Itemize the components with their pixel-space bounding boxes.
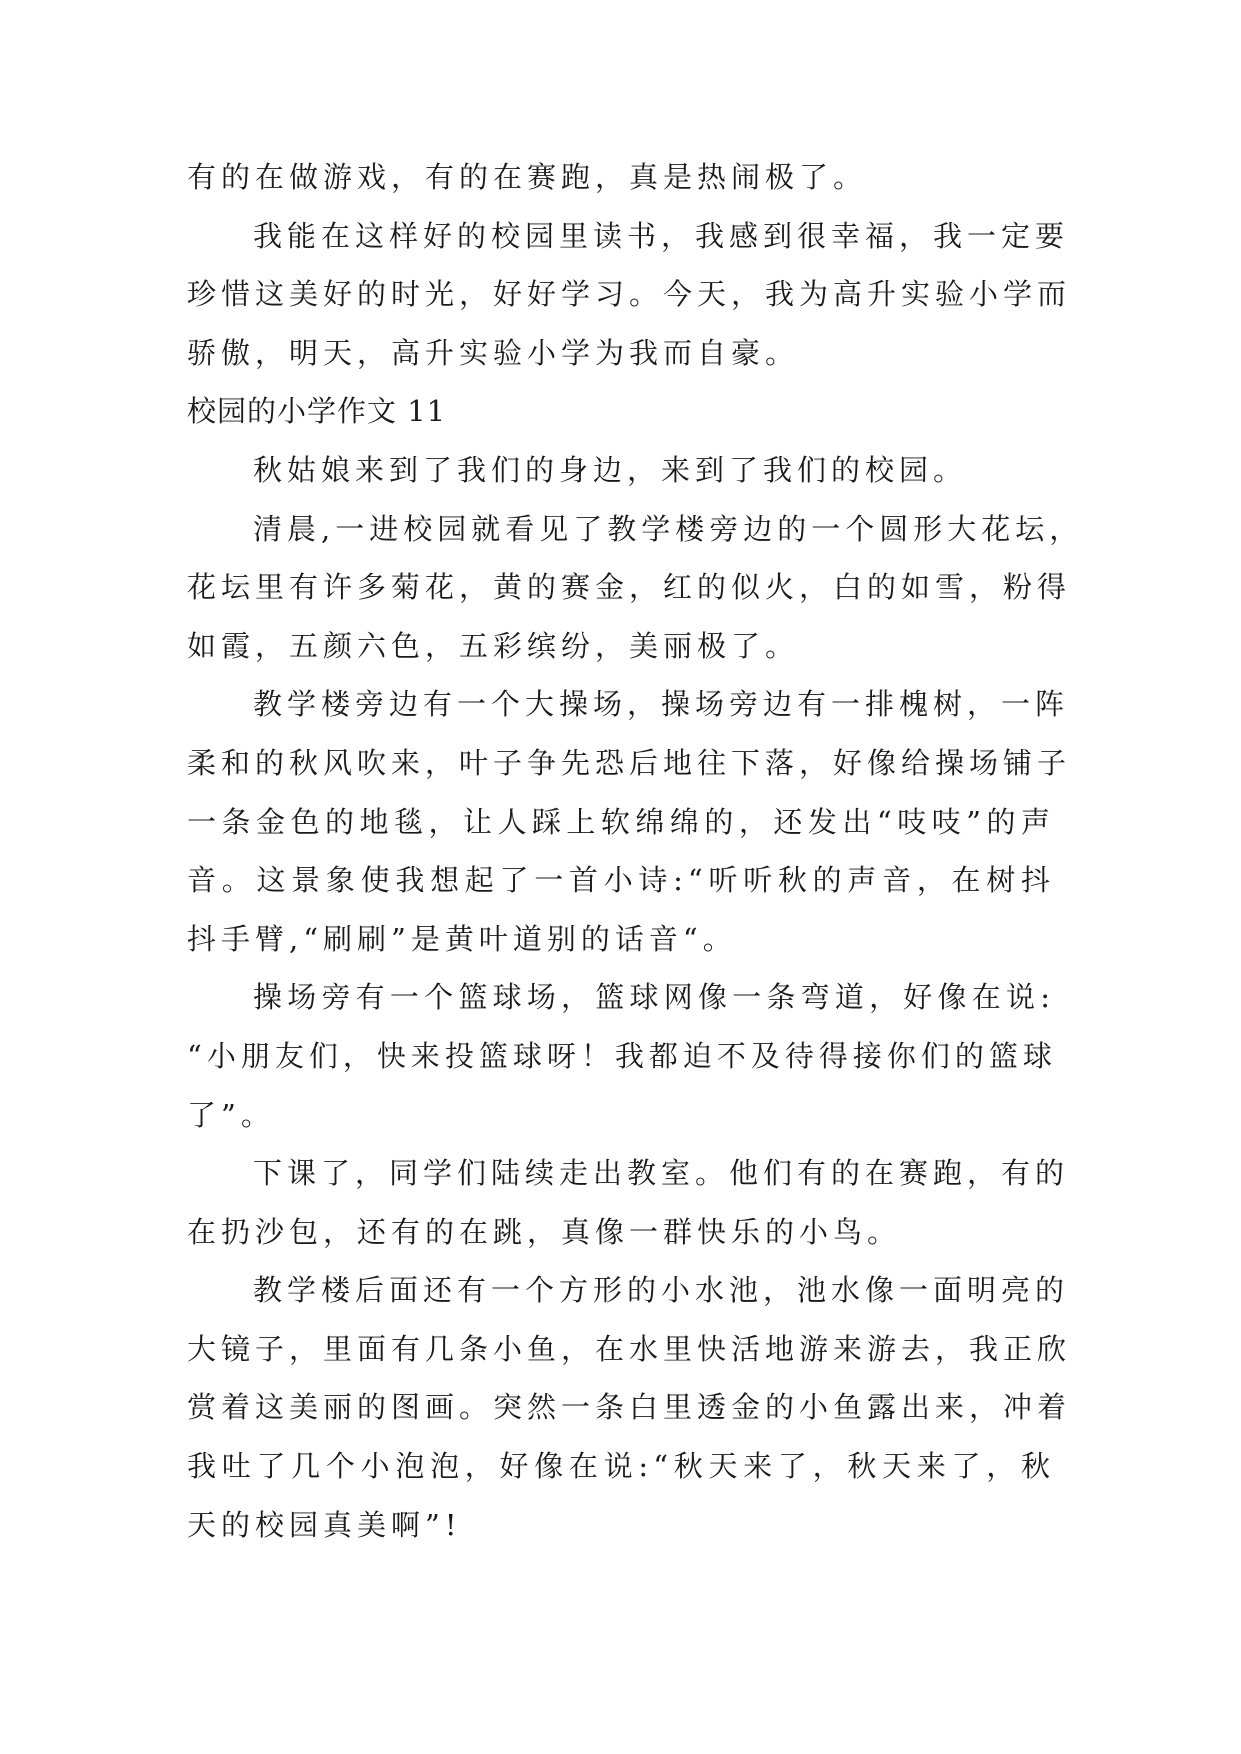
text-line: 天的校园真美啊”! (187, 1507, 462, 1542)
text-line: 我能在这样好的校园里读书，我感到很幸福，我一定要 (253, 218, 1070, 253)
text-line: 抖手臂,“刷刷”是黄叶道别的话音“。 (187, 921, 737, 956)
text-line: 操场旁有一个篮球场，篮球网像一条弯道，好像在说: (253, 980, 1055, 1015)
section-heading: 校园的小学作文 11 (187, 394, 447, 429)
text-line: 在扔沙包，还有的在跳，真像一群快乐的小鸟。 (187, 1214, 902, 1249)
text-line: 赏着这美丽的图画。突然一条白里透金的小鱼露出来，冲着 (187, 1390, 1072, 1425)
text-line: “小朋友们，快来投篮球呀！我都迫不及待得接你们的篮球 (187, 1038, 1057, 1073)
text-line: 有的在做游戏，有的在赛跑，真是热闹极了。 (187, 160, 868, 194)
text-line: 音。这景象使我想起了一首小诗:“听听秋的声音，在树抖 (187, 863, 1055, 898)
text-line: 大镜子，里面有几条小鱼，在水里快活地游来游去，我正欣 (187, 1331, 1072, 1366)
text-line: 骄傲，明天，高升实验小学为我而自豪。 (187, 335, 800, 370)
text-line: 清晨,一进校园就看见了教学楼旁边的一个圆形大花坛， (253, 511, 1084, 546)
text-line: 教学楼后面还有一个方形的小水池，池水像一面明亮的 (253, 1273, 1070, 1308)
text-line: 了”。 (187, 1097, 275, 1132)
text-line: 如霞，五颜六色，五彩缤纷，美丽极了。 (187, 628, 800, 663)
text-line: 秋姑娘来到了我们的身边，来到了我们的校园。 (253, 452, 968, 487)
text-line: 教学楼旁边有一个大操场，操场旁边有一排槐树，一阵 (253, 687, 1070, 722)
text-line: 柔和的秋风吹来，叶子争先恐后地往下落，好像给操场铺子 (187, 745, 1072, 780)
text-line: 我吐了几个小泡泡，好像在说:“秋天来了，秋天来了，秋 (187, 1449, 1055, 1484)
text-line: 花坛里有许多菊花，黄的赛金，红的似火，白的如雪，粉得 (187, 570, 1072, 605)
text-line: 珍惜这美好的时光，好好学习。今天，我为高升实验小学而 (187, 277, 1072, 312)
text-line: 一条金色的地毯，让人踩上软绵绵的，还发出“吱吱”的声 (187, 804, 1055, 839)
document-body (187, 148, 1084, 1554)
text-line: 下课了，同学们陆续走出教室。他们有的在赛跑，有的 (253, 1156, 1070, 1191)
